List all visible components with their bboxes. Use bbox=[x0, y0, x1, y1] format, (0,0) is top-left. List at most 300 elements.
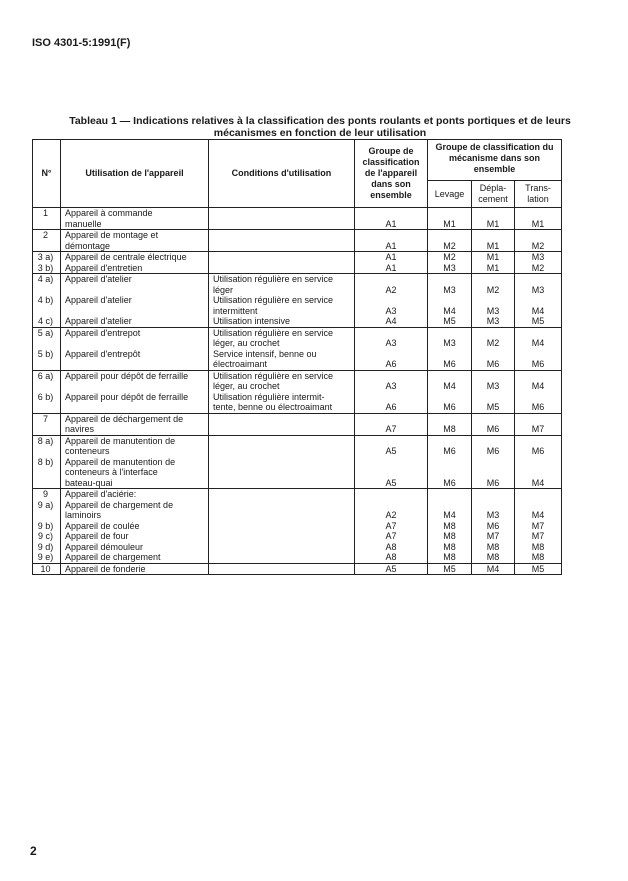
cell-line: Appareil d'aciérie: bbox=[65, 489, 137, 499]
groupe-appareil-cell bbox=[355, 563, 428, 575]
cell-line: M8 bbox=[443, 531, 456, 541]
translation-cell bbox=[515, 489, 562, 564]
cell-line: M3 bbox=[531, 252, 545, 262]
cell-line bbox=[472, 274, 514, 285]
utilisation-cell bbox=[61, 327, 209, 370]
cell-line bbox=[355, 328, 427, 339]
header-deplacement bbox=[472, 181, 515, 208]
utilisation-cell bbox=[61, 230, 209, 252]
cell-line: M5 bbox=[531, 563, 545, 574]
cell-line: Appareil de manutention de bbox=[65, 435, 176, 446]
cell-line: 9 d) bbox=[37, 541, 54, 552]
conditions-cell bbox=[209, 435, 355, 489]
cell-line: Appareil de fonderie bbox=[65, 563, 146, 574]
levage-cell bbox=[428, 274, 472, 328]
cell-line: Appareil pour dépôt de ferraille bbox=[65, 391, 189, 402]
groupe-appareil-cell bbox=[355, 230, 428, 252]
cell-line bbox=[472, 328, 514, 339]
cell-line bbox=[515, 414, 561, 425]
cell-line: M8 bbox=[531, 541, 545, 552]
utilisation-cell bbox=[61, 208, 209, 230]
cell-line bbox=[515, 500, 561, 511]
cell-line: A3 bbox=[385, 338, 397, 348]
cell-line bbox=[428, 436, 471, 447]
cell-line: 9 c) bbox=[37, 531, 53, 541]
cell-line bbox=[428, 230, 471, 241]
translation-cell bbox=[515, 435, 562, 489]
cell-line: M8 bbox=[486, 552, 500, 562]
cell-line: Appareil démouleur bbox=[65, 541, 144, 552]
row-number bbox=[33, 274, 61, 328]
cell-line bbox=[472, 457, 514, 468]
cell-line: M8 bbox=[486, 541, 500, 552]
conditions-cell bbox=[209, 252, 355, 274]
cell-line: électroaimant bbox=[213, 359, 268, 369]
cell-line: 2 bbox=[42, 230, 48, 240]
table-row bbox=[33, 413, 562, 435]
cell-line bbox=[33, 424, 60, 435]
cell-line bbox=[515, 349, 561, 360]
cell-line: A7 bbox=[385, 424, 397, 434]
cell-line bbox=[33, 510, 60, 521]
translation-cell bbox=[515, 252, 562, 274]
cell-line: M6 bbox=[443, 446, 456, 456]
cell-line: M8 bbox=[443, 424, 456, 434]
cell-line: M6 bbox=[443, 359, 456, 369]
header-line: classification bbox=[362, 157, 420, 167]
translation-cell bbox=[515, 230, 562, 252]
cell-line: M6 bbox=[443, 402, 456, 412]
cell-line bbox=[209, 564, 354, 575]
conditions-cell bbox=[209, 327, 355, 370]
header-groupe-mecanisme bbox=[428, 140, 562, 181]
cell-line bbox=[355, 436, 427, 447]
levage-cell bbox=[428, 370, 472, 413]
conditions-cell bbox=[209, 563, 355, 575]
cell-line: A3 bbox=[385, 381, 397, 391]
cell-line bbox=[61, 402, 208, 413]
cell-line: 5 a) bbox=[37, 327, 54, 338]
cell-line bbox=[515, 208, 561, 219]
table-row bbox=[33, 370, 562, 413]
cell-line: 7 bbox=[42, 413, 48, 424]
cell-line: 6 b) bbox=[37, 391, 54, 402]
cell-line: M3 bbox=[486, 316, 500, 326]
cell-line bbox=[209, 219, 354, 230]
cell-line: tente, benne ou électroaimant bbox=[213, 402, 333, 412]
header-conditions: Conditions d'utilisation bbox=[209, 140, 355, 208]
cell-line: 4 b) bbox=[37, 295, 54, 305]
header-levage: Levage bbox=[428, 181, 472, 208]
cell-line: M5 bbox=[443, 563, 456, 574]
cell-line: A1 bbox=[385, 262, 397, 273]
cell-line bbox=[33, 478, 60, 489]
levage-cell bbox=[428, 208, 472, 230]
header-line: Dépla- bbox=[479, 183, 507, 193]
cell-line: M2 bbox=[531, 262, 545, 273]
cell-line: M4 bbox=[531, 338, 545, 348]
cell-line bbox=[209, 478, 354, 489]
cell-line: M5 bbox=[531, 316, 545, 326]
classification-table bbox=[32, 139, 562, 575]
cell-line: M3 bbox=[531, 284, 545, 295]
cell-line: M4 bbox=[531, 477, 545, 488]
cell-line bbox=[209, 489, 354, 500]
cell-line: intermittent bbox=[213, 305, 258, 316]
cell-line: 1 bbox=[42, 208, 48, 218]
cell-line bbox=[355, 371, 427, 382]
deplacement-cell bbox=[472, 489, 515, 564]
table-row bbox=[33, 208, 562, 230]
translation-cell bbox=[515, 413, 562, 435]
deplacement-cell bbox=[472, 413, 515, 435]
cell-line: Appareil à commande bbox=[65, 208, 153, 218]
cell-line: A1 bbox=[385, 218, 397, 229]
cell-line bbox=[428, 371, 471, 382]
groupe-appareil-cell bbox=[355, 274, 428, 328]
cell-line bbox=[209, 241, 354, 252]
cell-line bbox=[355, 500, 427, 511]
cell-line bbox=[472, 436, 514, 447]
header-line: cement bbox=[478, 194, 508, 204]
translation-cell bbox=[515, 370, 562, 413]
table-row bbox=[33, 252, 562, 274]
row-number bbox=[33, 435, 61, 489]
cell-line: laminoirs bbox=[65, 510, 102, 520]
header-line: mécanisme dans son bbox=[448, 153, 541, 163]
cell-line: A1 bbox=[385, 240, 397, 251]
cell-line: Appareil de chargement de bbox=[65, 499, 174, 510]
header-translation bbox=[515, 181, 562, 208]
utilisation-cell bbox=[61, 252, 209, 274]
table-row bbox=[33, 489, 562, 564]
cell-line: Appareil d'atelier bbox=[65, 274, 132, 284]
cell-line bbox=[355, 349, 427, 360]
cell-line: M4 bbox=[443, 510, 456, 520]
deplacement-cell bbox=[472, 370, 515, 413]
cell-line bbox=[209, 457, 354, 468]
cell-line: conteneurs bbox=[65, 446, 110, 456]
cell-line: M8 bbox=[443, 541, 456, 552]
cell-line: manuelle bbox=[65, 218, 102, 229]
cell-line: M4 bbox=[443, 305, 456, 316]
cell-line: M4 bbox=[531, 510, 545, 520]
header-line: ensemble bbox=[473, 164, 516, 174]
row-number bbox=[33, 563, 61, 575]
cell-line: M5 bbox=[443, 316, 456, 326]
cell-line: A7 bbox=[385, 520, 397, 531]
cell-line: A4 bbox=[385, 316, 397, 326]
cell-line bbox=[428, 457, 471, 468]
cell-line: M3 bbox=[486, 381, 500, 391]
conditions-cell bbox=[209, 230, 355, 252]
table-row bbox=[33, 274, 562, 328]
groupe-appareil-cell bbox=[355, 370, 428, 413]
cell-line bbox=[209, 436, 354, 447]
cell-line bbox=[515, 467, 561, 478]
cell-line: M6 bbox=[486, 446, 500, 456]
utilisation-cell bbox=[61, 435, 209, 489]
cell-line: 6 a) bbox=[37, 370, 54, 381]
cell-line: M6 bbox=[531, 402, 545, 412]
cell-line: M6 bbox=[486, 520, 500, 531]
cell-line: M6 bbox=[486, 477, 500, 488]
cell-line bbox=[472, 208, 514, 219]
cell-line: M1 bbox=[486, 218, 500, 229]
cell-line bbox=[209, 446, 354, 457]
cell-line bbox=[209, 500, 354, 511]
cell-line: 9 bbox=[42, 489, 48, 499]
cell-line bbox=[515, 328, 561, 339]
utilisation-cell bbox=[61, 370, 209, 413]
deplacement-cell bbox=[472, 435, 515, 489]
cell-line: 9 a) bbox=[37, 499, 54, 510]
groupe-appareil-cell bbox=[355, 413, 428, 435]
cell-line: M4 bbox=[486, 563, 500, 574]
cell-line: Appareil d'atelier bbox=[65, 316, 132, 326]
cell-line: Utilisation régulière en service bbox=[213, 327, 334, 338]
cell-line: Appareil de coulée bbox=[65, 520, 140, 531]
cell-line bbox=[209, 208, 354, 219]
row-number bbox=[33, 370, 61, 413]
cell-line: M6 bbox=[486, 424, 500, 434]
cell-line: Utilisation régulière en service bbox=[213, 370, 334, 381]
row-number bbox=[33, 489, 61, 564]
cell-line bbox=[209, 542, 354, 553]
cell-line: M7 bbox=[486, 531, 500, 541]
cell-line: démontage bbox=[65, 240, 111, 251]
cell-line: Appareil de déchargement de bbox=[65, 413, 184, 424]
cell-line: Utilisation régulière intermit- bbox=[213, 391, 325, 402]
table-row bbox=[33, 435, 562, 489]
cell-line bbox=[428, 295, 471, 306]
cell-line: Utilisation régulière en service bbox=[213, 295, 334, 305]
cell-line: M8 bbox=[443, 520, 456, 531]
cell-line bbox=[355, 392, 427, 403]
levage-cell bbox=[428, 252, 472, 274]
row-number bbox=[33, 252, 61, 274]
cell-line bbox=[428, 208, 471, 219]
cell-line: M3 bbox=[486, 510, 500, 520]
translation-cell bbox=[515, 208, 562, 230]
cell-line bbox=[472, 349, 514, 360]
cell-line: Utilisation intensive bbox=[213, 316, 291, 326]
header-line: lation bbox=[527, 194, 549, 204]
cell-line bbox=[355, 295, 427, 306]
deplacement-cell bbox=[472, 274, 515, 328]
cell-line: M6 bbox=[486, 359, 500, 369]
cell-line: Appareil d'atelier bbox=[65, 295, 132, 305]
cell-line bbox=[515, 371, 561, 382]
cell-line: M4 bbox=[531, 305, 545, 316]
row-number bbox=[33, 327, 61, 370]
cell-line: navires bbox=[65, 424, 95, 434]
conditions-cell bbox=[209, 274, 355, 328]
cell-line: M3 bbox=[443, 284, 456, 295]
deplacement-cell bbox=[472, 327, 515, 370]
cell-line bbox=[61, 285, 208, 296]
cell-line bbox=[472, 489, 514, 500]
cell-line: A2 bbox=[385, 284, 397, 295]
cell-line: M2 bbox=[531, 240, 545, 251]
cell-line: léger, au crochet bbox=[213, 338, 280, 348]
cell-line: M8 bbox=[531, 552, 545, 562]
cell-line: Appareil de chargement bbox=[65, 552, 161, 562]
deplacement-cell bbox=[472, 230, 515, 252]
cell-line: M1 bbox=[531, 218, 545, 229]
cell-line: 10 bbox=[40, 563, 51, 574]
cell-line bbox=[61, 306, 208, 317]
cell-line: M2 bbox=[486, 284, 500, 295]
cell-line: M2 bbox=[443, 252, 456, 262]
cell-line bbox=[209, 521, 354, 532]
deplacement-cell bbox=[472, 252, 515, 274]
cell-line bbox=[355, 414, 427, 425]
cell-line bbox=[355, 489, 427, 500]
table-title bbox=[50, 115, 590, 139]
header-line: dans son bbox=[371, 179, 411, 189]
cell-line: M7 bbox=[531, 531, 545, 541]
cell-line: M2 bbox=[486, 338, 500, 348]
cell-line: M3 bbox=[443, 338, 456, 348]
levage-cell bbox=[428, 327, 472, 370]
levage-cell bbox=[428, 489, 472, 564]
cell-line: Appareil d'entrepot bbox=[65, 327, 141, 338]
cell-line bbox=[209, 414, 354, 425]
levage-cell bbox=[428, 563, 472, 575]
table-title-line-2: mécanismes en fonction de leur utilisation bbox=[213, 127, 427, 139]
cell-line bbox=[428, 489, 471, 500]
cell-line: Appareil de manutention de bbox=[65, 456, 176, 467]
cell-line bbox=[428, 467, 471, 478]
cell-line: bateau-quai bbox=[65, 477, 113, 488]
cell-line: A2 bbox=[385, 510, 397, 520]
cell-line: Appareil d'entretien bbox=[65, 262, 143, 273]
cell-line: A8 bbox=[385, 552, 397, 562]
cell-line bbox=[33, 446, 60, 457]
cell-line: A3 bbox=[385, 305, 397, 316]
cell-line bbox=[209, 252, 354, 263]
cell-line bbox=[33, 381, 60, 392]
cell-line: M6 bbox=[531, 359, 545, 369]
row-number bbox=[33, 413, 61, 435]
cell-line: Appareil de four bbox=[65, 531, 129, 541]
cell-line: A6 bbox=[385, 402, 397, 412]
cell-line: A6 bbox=[385, 359, 397, 369]
cell-line bbox=[355, 457, 427, 468]
cell-line: 3 b) bbox=[37, 262, 54, 273]
cell-line: conteneurs à l'interface bbox=[65, 467, 158, 477]
cell-line bbox=[33, 219, 60, 230]
cell-line: M6 bbox=[443, 477, 456, 488]
cell-line: M1 bbox=[486, 240, 500, 251]
cell-line: M8 bbox=[443, 552, 456, 562]
cell-line bbox=[33, 402, 60, 413]
cell-line: M3 bbox=[443, 262, 456, 273]
row-number bbox=[33, 208, 61, 230]
header-line: Trans- bbox=[525, 183, 551, 193]
cell-line: Appareil pour dépôt de ferraille bbox=[65, 370, 189, 381]
cell-line: Utilisation régulière en service bbox=[213, 274, 334, 284]
cell-line bbox=[428, 414, 471, 425]
header-line: de l'appareil bbox=[364, 168, 418, 178]
row-number bbox=[33, 230, 61, 252]
cell-line: 4 c) bbox=[37, 316, 53, 326]
conditions-cell bbox=[209, 413, 355, 435]
cell-line: Service intensif, benne ou bbox=[213, 348, 317, 359]
cell-line bbox=[33, 359, 60, 370]
utilisation-cell bbox=[61, 489, 209, 564]
cell-line bbox=[515, 392, 561, 403]
cell-line bbox=[472, 467, 514, 478]
levage-cell bbox=[428, 413, 472, 435]
table-title-line-1: Tableau 1 — Indications relatives à la classification des ponts roulants et ponts portiques et de leurs bbox=[69, 115, 571, 127]
cell-line bbox=[472, 500, 514, 511]
cell-line: M1 bbox=[443, 218, 456, 229]
cell-line bbox=[472, 392, 514, 403]
cell-line: léger bbox=[213, 284, 234, 295]
cell-line bbox=[33, 338, 60, 349]
cell-line: Appareil de centrale électrique bbox=[65, 252, 187, 262]
conditions-cell bbox=[209, 208, 355, 230]
cell-line: M1 bbox=[486, 262, 500, 273]
header-no: N° bbox=[33, 140, 61, 208]
cell-line bbox=[33, 467, 60, 478]
cell-line bbox=[61, 381, 208, 392]
levage-cell bbox=[428, 230, 472, 252]
translation-cell bbox=[515, 563, 562, 575]
cell-line: 8 b) bbox=[37, 456, 54, 467]
table-row bbox=[33, 563, 562, 575]
cell-line: 4 a) bbox=[37, 274, 54, 284]
utilisation-cell bbox=[61, 563, 209, 575]
header-line: ensemble bbox=[370, 190, 412, 200]
cell-line bbox=[355, 467, 427, 478]
groupe-appareil-cell bbox=[355, 327, 428, 370]
cell-line: M7 bbox=[531, 520, 545, 531]
translation-cell bbox=[515, 327, 562, 370]
cell-line bbox=[33, 306, 60, 317]
cell-line: Appareil de montage et bbox=[65, 230, 159, 240]
table-row bbox=[33, 327, 562, 370]
table-row bbox=[33, 230, 562, 252]
cell-line bbox=[33, 241, 60, 252]
cell-line: Appareil d'entrepôt bbox=[65, 348, 141, 359]
cell-line: M1 bbox=[486, 252, 500, 262]
cell-line: M7 bbox=[531, 424, 545, 434]
cell-line: A1 bbox=[385, 252, 397, 262]
levage-cell bbox=[428, 435, 472, 489]
header-groupe-appareil bbox=[355, 140, 428, 208]
cell-line: 9 b) bbox=[37, 520, 54, 531]
cell-line bbox=[209, 531, 354, 542]
groupe-appareil-cell bbox=[355, 435, 428, 489]
cell-line: A7 bbox=[385, 531, 397, 541]
cell-line bbox=[515, 457, 561, 468]
groupe-appareil-cell bbox=[355, 208, 428, 230]
cell-line: M5 bbox=[486, 402, 500, 412]
cell-line bbox=[209, 467, 354, 478]
cell-line: 8 a) bbox=[37, 435, 54, 446]
page-number: 2 bbox=[30, 844, 37, 858]
cell-line bbox=[209, 263, 354, 274]
document-id: ISO 4301-5:1991(F) bbox=[32, 37, 131, 49]
translation-cell bbox=[515, 274, 562, 328]
cell-line: 5 b) bbox=[37, 348, 54, 359]
cell-line bbox=[209, 510, 354, 521]
groupe-appareil-cell bbox=[355, 489, 428, 564]
cell-line bbox=[355, 208, 427, 219]
